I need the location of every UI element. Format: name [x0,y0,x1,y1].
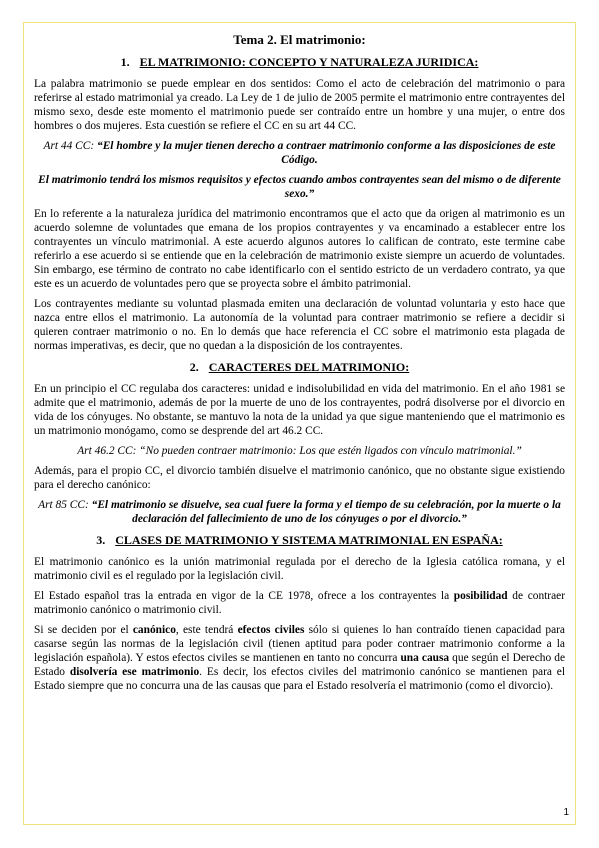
art-44-quote-1 [34,139,565,167]
section-3-paragraph-3 [34,623,565,693]
art-44-quote-2: El matrimonio tendrá los mismos requisitos y efectos cuando ambos contrayentes sean del mismo o de diferente sexo.” [38,174,561,200]
section-3-title: CLASES DE MATRIMONIO Y SISTEMA MATRIMONIAL EN ESPAÑA: [115,533,503,547]
section-1-paragraph-3: Los contrayentes mediante su voluntad plasmada emiten una declaración de voluntad voluntaria y esto hace que nazca entre ellos el matrimonio. La autonomía de la voluntad para contraer matrimonio se refiere a decidir si quieren contraer matrimonio o no. En lo demás que hace referencia el CC sobre el matrimonio esta plagada de normas imperativas, es decir, que no quedan a la disposición de los contrayentes. [34,298,565,352]
p3-bold-efectos-civiles: efectos civiles [237,624,305,636]
art-85-text: “El matrimonio se disuelve, sea cual fuere la forma y el tiempo de su celebración, por la muerte o la declaración del fallecimiento de uno de los cónyuges o por el divorcio.” [91,499,561,525]
p2-text-a: El Estado español tras la entrada en vigor de la CE 1978, ofrece a los contrayentes la [34,590,454,602]
art-46-2-text: “No pueden contraer matrimonio: Los que estén ligados con vínculo matrimonial.” [139,445,522,457]
art-44-text-1: “El hombre y la mujer tienen derecho a contraer matrimonio conforme a las disposiciones de este Código. [97,140,556,166]
art-85-quote [34,498,565,526]
section-3-heading [34,533,565,547]
section-2-paragraph-1: En un principio el CC regulaba dos caracteres: unidad e indisolubilidad en vida del matrimonio. En el año 1981 se admite que el matrimonio, además de por la muerte de uno de los contrayentes, podrá disolverse por el divorcio en vida de los cónyuges. No obstante, se mantuvo la nota de la unidad ya que sigue manteniendo que el matrimonio es un matrimonio monógamo, como se desprende del art 46.2 CC. [34,383,565,437]
document-title: Tema 2. El matrimonio: [233,32,366,47]
art-85-label: Art 85 CC: [38,499,89,511]
section-1-number: 1. [120,55,130,69]
section-3-paragraph-1: El matrimonio canónico es la unión matrimonial regulada por el derecho de la Iglesia católica romana, y el matrimonio civil es el regulado por la legislación civil. [34,556,565,582]
section-2-title: CARACTERES DEL MATRIMONIO: [208,360,410,374]
p3-text-c: , este tendrá [175,624,238,636]
section-2-paragraph-2: Además, para el propio CC, el divorcio también disuelve el matrimonio canónico, que no obstante sigue existiendo para el derecho canónico: [34,465,565,491]
art-46-2-label: Art 46.2 CC: [77,445,137,457]
p3-bold-una-causa: una causa [400,652,450,664]
p2-bold-posibilidad: posibilidad [453,590,508,602]
section-1-title: EL MATRIMONIO: CONCEPTO Y NATURALEZA JURIDICA: [139,55,479,69]
p3-bold-canonico: canónico [132,624,176,636]
art-46-2-quote [34,444,565,458]
section-3-paragraph-2 [34,589,565,617]
section-2-heading [34,360,565,374]
p2-text-c: de contraer matrimonio canónico o matrimonio civil. [34,590,565,616]
section-2-number: 2. [189,360,199,374]
p3-bold-disolveria: disolvería ese matrimonio [69,666,200,678]
section-1-paragraph-1: La palabra matrimonio se puede emplear en dos sentidos: Como el acto de celebración del matrimonio o para referirse al estado matrimonial ya creado. La Ley de 1 de julio de 2005 permite el matrimonio entre contrayentes del mismo sexo, desde este momento el matrimonio puede ser contraído entre un hombre y una mujer, o entre dos hombres o dos mujeres. Esta cuestión se refiere el CC en su art 44 CC. [34,78,565,132]
page-number: 1 [563,807,569,818]
p3-text-e: sólo si quienes lo han contraído tienen capacidad para casarse según las normas de la legislación civil (tienen aptitud para poder contraer matrimonio conforme a la legislación española). Y estos efectos civiles se mantienen en tanto no concurra [34,624,565,664]
section-1-heading [34,55,565,69]
section-1-paragraph-2: En lo referente a la naturaleza jurídica del matrimonio encontramos que el acto que da origen al matrimonio es un acuerdo solemne de voluntades que emana de los propios contrayentes y va encaminado a establecer entre los contrayentes un vínculo matrimonial. A este acuerdo algunos autores lo califican de contrato, este termine cabe referirlo a ese acuerdo si se entiende que en la celebración de matrimonio existe siempre un acuerdo de voluntades. Sin embargo, ese término de contrato no cabe identificarlo con el sentido estricto de un verdadero contrato, ya que este es un acuerdo de voluntades pero que se proyecta sobre el ámbito patrimonial. [34,208,565,290]
document-page [23,22,576,825]
p3-text-a: Si se deciden por el [34,624,133,636]
section-3-number: 3. [96,533,106,547]
document-content [34,33,565,699]
p3-text-i: . Es decir, los efectos civiles del matrimonio canónico se mantienen para el Estado siempre que no concurra una de las causas que para el Estado resolvería el matrimonio (como el divorcio). [34,666,565,692]
art-44-label: Art 44 CC: [43,140,95,152]
p3-text-g: que según el Derecho de Estado [34,652,566,678]
